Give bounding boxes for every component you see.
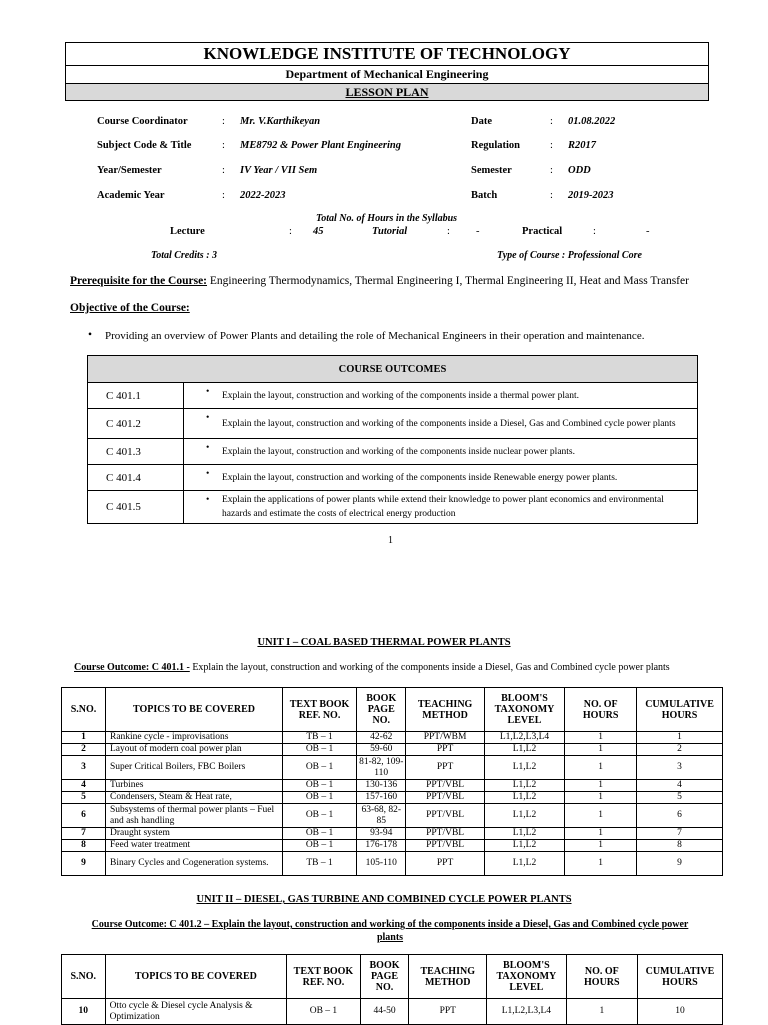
tutorial-label: Tutorial <box>372 226 408 237</box>
course-outcomes-heading: COURSE OUTCOMES <box>88 356 698 383</box>
topic-cell: Subsystems of thermal power plants – Fuel and ash handling <box>105 804 282 828</box>
course-outcomes-table <box>87 355 698 524</box>
hours-cell: 1 <box>565 732 637 744</box>
book-page-cell: 44-50 <box>360 999 409 1025</box>
bloom-level-cell: L1,L2 <box>484 744 564 756</box>
teaching-method-cell: PPT/WBM <box>406 732 484 744</box>
column-header: S.NO. <box>62 955 106 999</box>
teaching-method-cell: PPT <box>409 999 487 1025</box>
prerequisite-text: Engineering Thermodynamics, Thermal Engineering I, Thermal Engineering II, Heat and Mass Transfer <box>209 275 689 287</box>
colon: : <box>550 116 553 127</box>
hours-cell: 1 <box>565 780 637 792</box>
column-header: NO. OF HOURS <box>565 688 637 732</box>
bloom-level-cell: L1,L2 <box>484 780 564 792</box>
table-row <box>62 732 723 744</box>
colon: : <box>593 226 596 237</box>
objective-label: Objective of the Course: <box>70 302 190 314</box>
table-row <box>62 840 723 852</box>
subject-label: Subject Code & Title <box>97 140 192 151</box>
department-name: Department of Mechanical Engineering <box>66 66 708 84</box>
topic-cell: Otto cycle & Diesel cycle Analysis & Optimization <box>105 999 287 1025</box>
colon: : <box>447 226 450 237</box>
document-title: LESSON PLAN <box>66 84 708 100</box>
textbook-ref-cell: OB – 1 <box>287 999 360 1025</box>
unit2-outcome-line1: Course Outcome: C 401.2 – Explain the layout, construction and working of the components inside a Diesel, Gas and Combined cycle power <box>91 919 689 930</box>
unit2-title: UNIT II – DIESEL, GAS TURBINE AND COMBINED CYCLE POWER PLANTS <box>196 894 572 905</box>
table-row <box>62 780 723 792</box>
academic-year-label: Academic Year <box>97 190 165 201</box>
teaching-method-cell: PPT/VBL <box>406 792 484 804</box>
textbook-ref-cell: TB – 1 <box>283 852 357 876</box>
year-value: IV Year / VII Sem <box>240 165 318 176</box>
cumulative-hours-cell: 6 <box>637 804 723 828</box>
year-label: Year/Semester <box>97 165 162 176</box>
cumulative-hours-cell: 7 <box>637 828 723 840</box>
outcome-text: • Explain the layout, construction and working of the components inside Renewable energy power plants. <box>184 465 698 491</box>
table-header-row <box>62 955 723 999</box>
topic-cell: Condensers, Steam & Heat rate, <box>105 792 282 804</box>
unit2-table <box>61 954 723 1025</box>
outcome-code: C 401.3 <box>88 439 184 465</box>
outcome-text: • Explain the layout, construction and working of the components inside nuclear power plants. <box>184 439 698 465</box>
batch-value: 2019-2023 <box>568 190 614 201</box>
sno-cell: 8 <box>62 840 106 852</box>
teaching-method-cell: PPT <box>406 852 484 876</box>
teaching-method-cell: PPT <box>406 744 484 756</box>
textbook-ref-cell: OB – 1 <box>283 804 357 828</box>
book-page-cell: 81-82, 109-110 <box>357 756 406 780</box>
hours-cell: 1 <box>565 804 637 828</box>
cumulative-hours-cell: 10 <box>637 999 722 1025</box>
hours-cell: 1 <box>565 792 637 804</box>
textbook-ref-cell: TB – 1 <box>283 732 357 744</box>
outcome-text: • Explain the layout, construction and working of the components inside a thermal power plant. <box>184 383 698 409</box>
column-header: BOOK PAGE NO. <box>360 955 409 999</box>
book-page-cell: 130-136 <box>357 780 406 792</box>
sno-cell: 7 <box>62 828 106 840</box>
prerequisite-label: Prerequisite for the Course: <box>70 275 208 287</box>
textbook-ref-cell: OB – 1 <box>283 744 357 756</box>
batch-label: Batch <box>471 190 498 201</box>
unit1-outcome <box>74 662 670 673</box>
book-page-cell: 93-94 <box>357 828 406 840</box>
colon: : <box>222 165 225 176</box>
sno-cell: 9 <box>62 852 106 876</box>
topic-cell: Rankine cycle - improvisations <box>105 732 282 744</box>
teaching-method-cell: PPT/VBL <box>406 840 484 852</box>
bloom-level-cell: L1,L2,L3,L4 <box>487 999 567 1025</box>
column-header: TEXT BOOK REF. NO. <box>287 955 360 999</box>
sno-cell: 3 <box>62 756 106 780</box>
topic-cell: Draught system <box>105 828 282 840</box>
bloom-level-cell: L1,L2 <box>484 756 564 780</box>
sno-cell: 10 <box>62 999 106 1025</box>
column-header: BLOOM'S TAXONOMY LEVEL <box>487 955 567 999</box>
colon: : <box>222 140 225 151</box>
colon: : <box>550 190 553 201</box>
date-value: 01.08.2022 <box>568 116 616 127</box>
date-label: Date <box>471 116 492 127</box>
course-type: Type of Course : Professional Core <box>497 250 642 261</box>
column-header: TEACHING METHOD <box>406 688 484 732</box>
topic-cell: Binary Cycles and Cogeneration systems. <box>105 852 282 876</box>
bloom-level-cell: L1,L2,L3,L4 <box>484 732 564 744</box>
column-header: CUMULATIVE HOURS <box>637 955 722 999</box>
teaching-method-cell: PPT/VBL <box>406 828 484 840</box>
lecture-label: Lecture <box>170 226 205 237</box>
textbook-ref-cell: OB – 1 <box>283 840 357 852</box>
hours-cell: 1 <box>566 999 637 1025</box>
colon: : <box>550 165 553 176</box>
topic-cell: Super Critical Boilers, FBC Boilers <box>105 756 282 780</box>
hours-cell: 1 <box>565 852 637 876</box>
teaching-method-cell: PPT/VBL <box>406 780 484 792</box>
topic-cell: Layout of modern coal power plan <box>105 744 282 756</box>
book-page-cell: 105-110 <box>357 852 406 876</box>
table-row <box>88 491 698 524</box>
regulation-value: R2017 <box>568 140 597 151</box>
sno-cell: 6 <box>62 804 106 828</box>
table-header-row <box>62 688 723 732</box>
unit1-outcome-text: Explain the layout, construction and working of the components inside a Diesel, Gas and Combined cycle power plants <box>192 662 670 673</box>
practical-label: Practical <box>522 226 563 237</box>
unit1-table-body <box>62 732 723 876</box>
unit2-table-body <box>62 999 723 1025</box>
outcome-text: • Explain the layout, construction and working of the components inside a Diesel, Gas and Combined cycle power plants <box>184 409 698 439</box>
total-credits: Total Credits : 3 <box>151 250 218 261</box>
column-header: TEACHING METHOD <box>409 955 487 999</box>
sno-cell: 5 <box>62 792 106 804</box>
colon: : <box>289 226 292 237</box>
institute-name: KNOWLEDGE INSTITUTE OF TECHNOLOGY <box>66 43 708 66</box>
sno-cell: 1 <box>62 732 106 744</box>
coordinator-value: Mr. V.Karthikeyan <box>240 116 321 127</box>
table-row <box>62 756 723 780</box>
regulation-label: Regulation <box>471 140 521 151</box>
semester-label: Semester <box>471 165 512 176</box>
textbook-ref-cell: OB – 1 <box>283 828 357 840</box>
unit1-outcome-label: Course Outcome: C 401.1 - <box>74 662 190 673</box>
topic-cell: Feed water treatment <box>105 840 282 852</box>
column-header: CUMULATIVE HOURS <box>637 688 723 732</box>
table-row <box>88 465 698 491</box>
tutorial-value: - <box>476 226 480 237</box>
outcome-code: C 401.5 <box>88 491 184 524</box>
practical-value: - <box>646 226 650 237</box>
column-header: TOPICS TO BE COVERED <box>105 955 287 999</box>
cumulative-hours-cell: 1 <box>637 732 723 744</box>
coordinator-label: Course Coordinator <box>97 116 188 127</box>
cumulative-hours-cell: 2 <box>637 744 723 756</box>
column-header: BLOOM'S TAXONOMY LEVEL <box>484 688 564 732</box>
bloom-level-cell: L1,L2 <box>484 852 564 876</box>
book-page-cell: 176-178 <box>357 840 406 852</box>
topic-cell: Turbines <box>105 780 282 792</box>
table-row <box>62 792 723 804</box>
teaching-method-cell: PPT <box>406 756 484 780</box>
hours-cell: 1 <box>565 840 637 852</box>
colon: : <box>222 190 225 201</box>
bloom-level-cell: L1,L2 <box>484 840 564 852</box>
cumulative-hours-cell: 4 <box>637 780 723 792</box>
cumulative-hours-cell: 8 <box>637 840 723 852</box>
hours-cell: 1 <box>565 744 637 756</box>
objective-bullet: • <box>88 329 93 341</box>
cumulative-hours-cell: 5 <box>637 792 723 804</box>
book-page-cell: 157-160 <box>357 792 406 804</box>
column-header: TEXT BOOK REF. NO. <box>283 688 357 732</box>
column-header: BOOK PAGE NO. <box>357 688 406 732</box>
outcome-code: C 401.1 <box>88 383 184 409</box>
outcome-text: • Explain the applications of power plants while extend their knowledge to power plant economics and environmental hazards and estimate the costs of electrical energy production <box>184 491 698 524</box>
unit1-title: UNIT I – COAL BASED THERMAL POWER PLANTS <box>257 637 511 648</box>
unit2-outcome-line2: plants <box>376 932 404 943</box>
book-page-cell: 42-62 <box>357 732 406 744</box>
lecture-value: 45 <box>313 226 324 237</box>
header-block <box>65 42 709 101</box>
cumulative-hours-cell: 3 <box>637 756 723 780</box>
bloom-level-cell: L1,L2 <box>484 792 564 804</box>
bloom-level-cell: L1,L2 <box>484 828 564 840</box>
table-row <box>62 852 723 876</box>
column-header: S.NO. <box>62 688 106 732</box>
page-number: 1 <box>388 535 393 546</box>
book-page-cell: 63-68, 82-85 <box>357 804 406 828</box>
table-row <box>88 383 698 409</box>
table-row <box>62 828 723 840</box>
table-row <box>62 999 723 1025</box>
unit1-table <box>61 687 723 876</box>
table-row <box>88 409 698 439</box>
textbook-ref-cell: OB – 1 <box>283 792 357 804</box>
subject-value: ME8792 & Power Plant Engineering <box>240 140 402 151</box>
sno-cell: 2 <box>62 744 106 756</box>
outcome-code: C 401.4 <box>88 465 184 491</box>
colon: : <box>550 140 553 151</box>
hours-cell: 1 <box>565 756 637 780</box>
total-hours-label: Total No. of Hours in the Syllabus <box>316 213 458 224</box>
column-header: TOPICS TO BE COVERED <box>105 688 282 732</box>
table-row <box>62 744 723 756</box>
cumulative-hours-cell: 9 <box>637 852 723 876</box>
academic-year-value: 2022-2023 <box>240 190 286 201</box>
textbook-ref-cell: OB – 1 <box>283 756 357 780</box>
colon: : <box>222 116 225 127</box>
teaching-method-cell: PPT/VBL <box>406 804 484 828</box>
semester-value: ODD <box>568 165 591 176</box>
outcome-code: C 401.2 <box>88 409 184 439</box>
bloom-level-cell: L1,L2 <box>484 804 564 828</box>
column-header: NO. OF HOURS <box>566 955 637 999</box>
textbook-ref-cell: OB – 1 <box>283 780 357 792</box>
sno-cell: 4 <box>62 780 106 792</box>
objective-text: Providing an overview of Power Plants and detailing the role of Mechanical Engineers in their operation and maintenance. <box>105 330 645 342</box>
prerequisite <box>70 275 689 287</box>
table-row <box>62 804 723 828</box>
table-row <box>88 439 698 465</box>
book-page-cell: 59-60 <box>357 744 406 756</box>
hours-cell: 1 <box>565 828 637 840</box>
